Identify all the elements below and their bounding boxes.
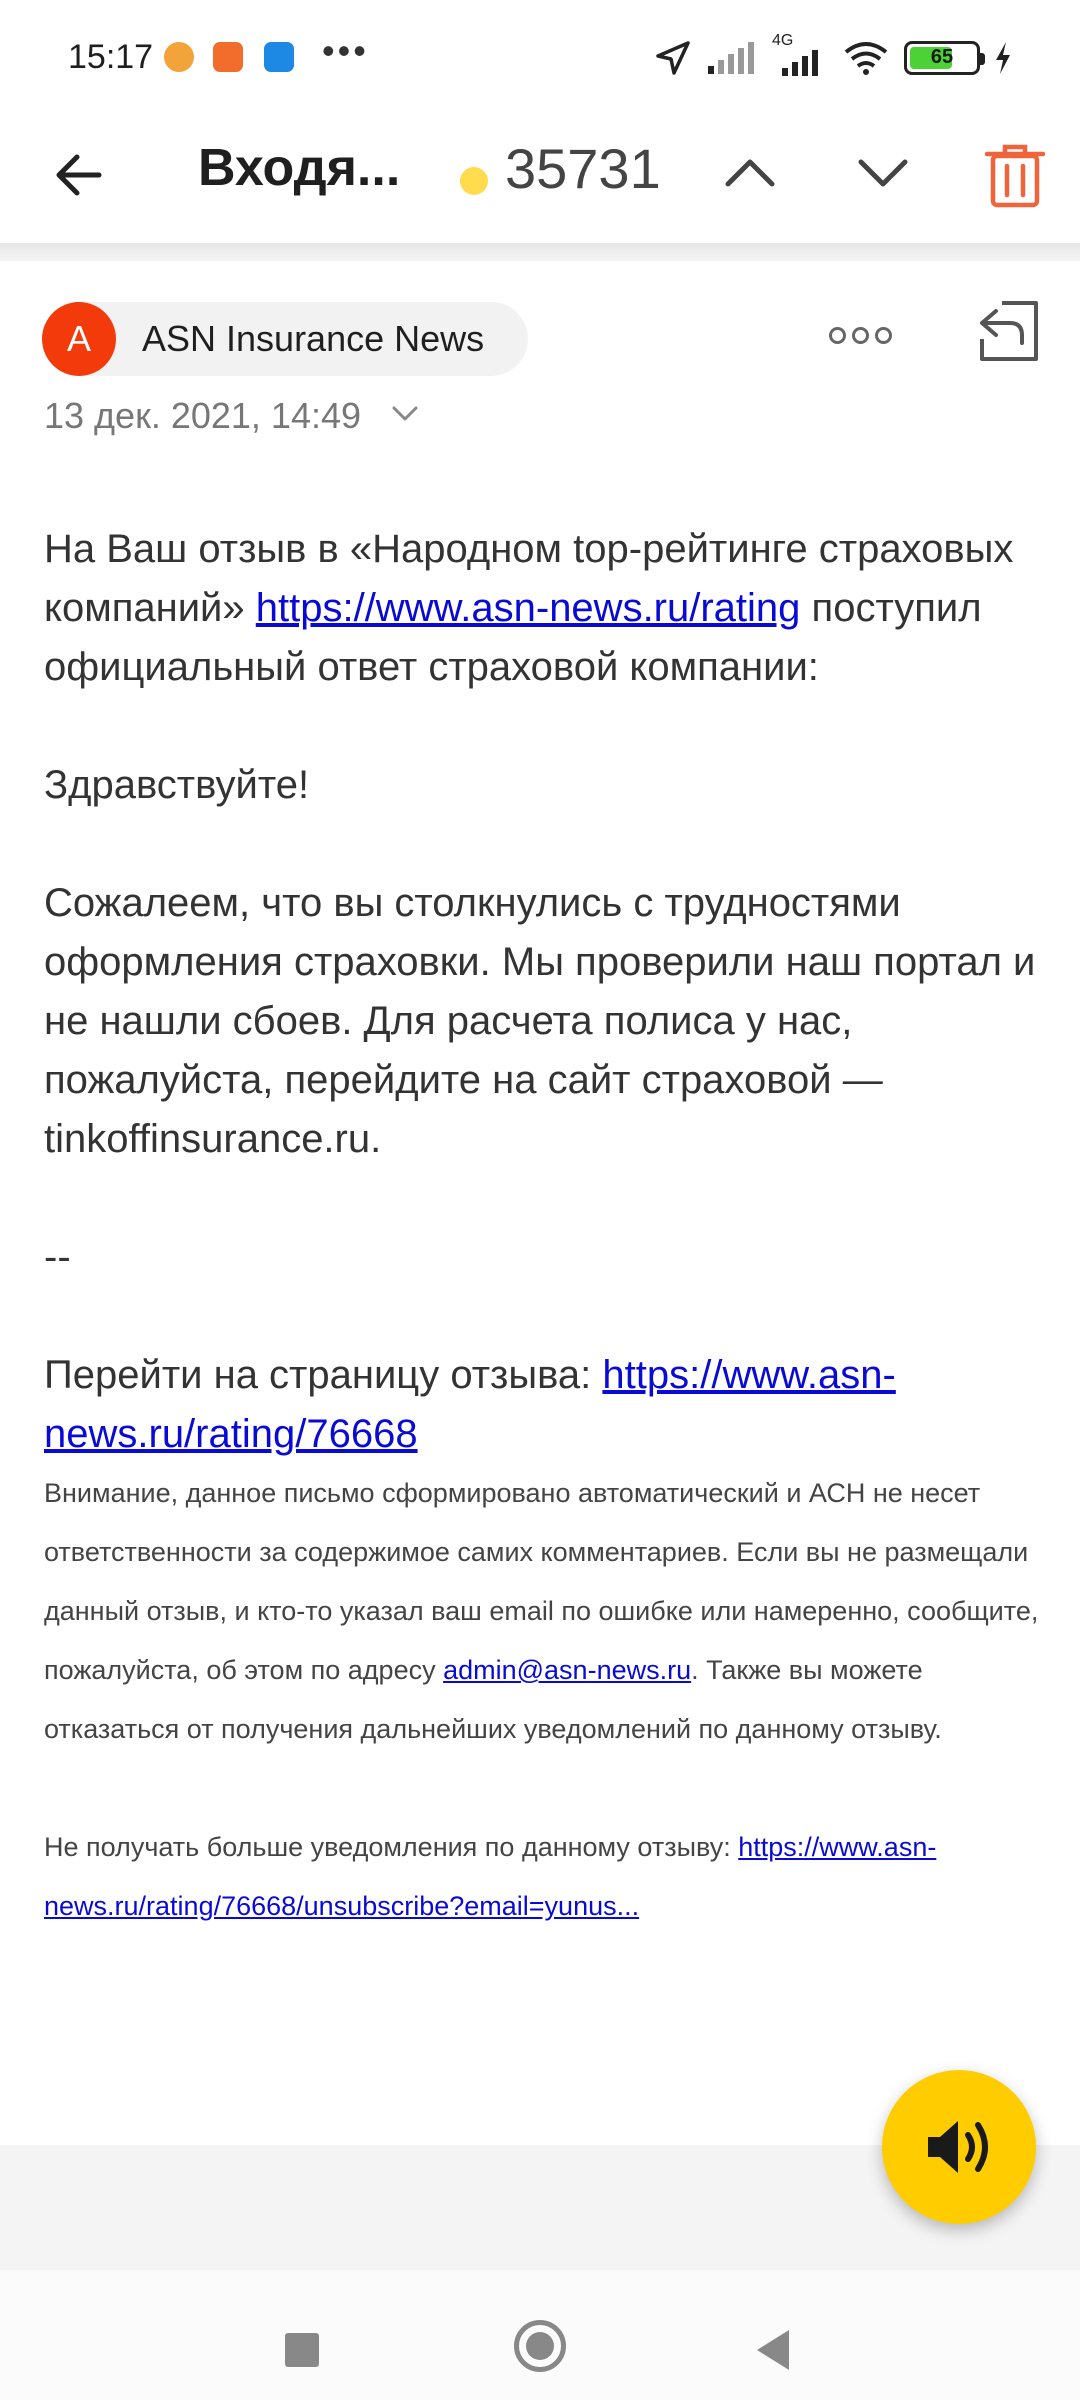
review-page-paragraph (44, 1346, 1044, 1464)
unsubscribe-link[interactable]: https://www.asn-news.ru/rating/76668/unsubscribe?email=yunus... (44, 1832, 937, 1921)
read-aloud-button[interactable] (882, 2070, 1036, 2224)
signal-icon (706, 40, 754, 76)
notice-text: Внимание, данное письмо сформировано автоматический и АСН не несет ответственности за содержимое самих комментариев. Если вы не размещали данный отзыв, и кто-то указал ваш email по ошибке или намеренно, сообщите, пожалуйста, об этом по адресу (44, 1478, 1039, 1685)
more-icon-dot (875, 327, 892, 344)
answer-paragraph: Сожалеем, что вы столкнулись с трудностями оформления страховки. Мы проверили наш портал и не нашли сбоев. Для расчета полиса у нас, пожалуйста, перейдите на сайт страховой — tinkoffinsurance.ru. (44, 881, 1036, 1161)
intro-text-end: поступил официальный ответ страховой компании: (44, 586, 982, 689)
more-icon-dot (852, 327, 869, 344)
status-bar (0, 0, 1080, 110)
status-time: 15:17 (68, 38, 154, 76)
notification-app-icon (164, 42, 194, 72)
speaker-icon (924, 2117, 994, 2177)
unsubscribe-text: Не получать больше уведомления по данному отзыву: (44, 1832, 739, 1862)
status-indicators (654, 32, 1012, 78)
battery-level: 65 (930, 46, 954, 68)
more-options-button[interactable] (825, 305, 895, 365)
avatar: A (42, 302, 116, 376)
unsubscribe-paragraph (44, 1818, 1044, 1936)
notice-text-end: . Также вы можете отказаться от получения дальнейших уведомлений по данному отзыву. (44, 1655, 942, 1744)
review-page-text: Перейти на страницу отзыва: (44, 1353, 603, 1397)
app-header (0, 110, 1080, 245)
chevron-down-icon (857, 158, 909, 188)
rating-link[interactable]: https://www.asn-news.ru/rating (255, 586, 801, 630)
spacer (44, 1169, 1044, 1228)
signature-separator: -- (44, 1235, 71, 1279)
unread-indicator (460, 167, 488, 195)
spacer (44, 1759, 1044, 1818)
battery-icon (904, 41, 980, 75)
charging-icon (994, 41, 1012, 75)
more-icon-dot (829, 327, 846, 344)
message-date[interactable]: 13 дек. 2021, 14:49 (44, 395, 362, 436)
network-type-label: 4G (772, 32, 794, 49)
delete-button[interactable] (975, 128, 1055, 224)
review-page-link[interactable]: https://www.asn-news.ru/rating/76668 (44, 1353, 896, 1456)
notice-paragraph (44, 1464, 1044, 1759)
greeting: Здравствуйте! (44, 763, 310, 807)
chevron-up-icon (724, 158, 776, 188)
folder-title[interactable]: Входя... (198, 139, 401, 197)
trash-icon (985, 144, 1045, 208)
unread-count: 35731 (505, 137, 661, 200)
nav-square-icon[interactable] (285, 2333, 319, 2367)
back-button[interactable] (40, 130, 116, 220)
notification-upload-icon (264, 42, 294, 72)
previous-message-button[interactable] (712, 128, 788, 218)
chevron-down-icon[interactable] (392, 406, 418, 422)
header-divider (0, 243, 1080, 261)
spacer (44, 815, 1044, 874)
more-notifications-icon: ••• (322, 30, 369, 71)
wifi-icon (842, 40, 890, 76)
location-icon (654, 39, 692, 77)
intro-paragraph (44, 520, 1044, 697)
system-nav-bar (0, 2270, 1080, 2400)
nav-back-icon[interactable] (755, 2328, 791, 2372)
message-body (44, 520, 1044, 1936)
sender-name: ASN Insurance News (142, 318, 485, 359)
spacer (44, 1287, 1044, 1346)
next-message-button[interactable] (845, 128, 921, 218)
sender-chip[interactable] (42, 302, 528, 376)
admin-email-link[interactable]: admin@asn-news.ru (443, 1655, 692, 1685)
reply-button[interactable] (975, 298, 1043, 366)
back-arrow-icon (53, 153, 103, 197)
reply-icon (978, 301, 1040, 363)
battery-tip (980, 53, 985, 65)
notification-shop-icon (213, 42, 243, 72)
spacer (44, 697, 1044, 756)
nav-home-inner (526, 2332, 554, 2360)
network-4g-icon (768, 32, 828, 78)
nav-home-icon[interactable] (514, 2320, 566, 2372)
intro-text: На Ваш отзыв в «Народном top-рейтинге страховых компаний» (44, 527, 1014, 630)
